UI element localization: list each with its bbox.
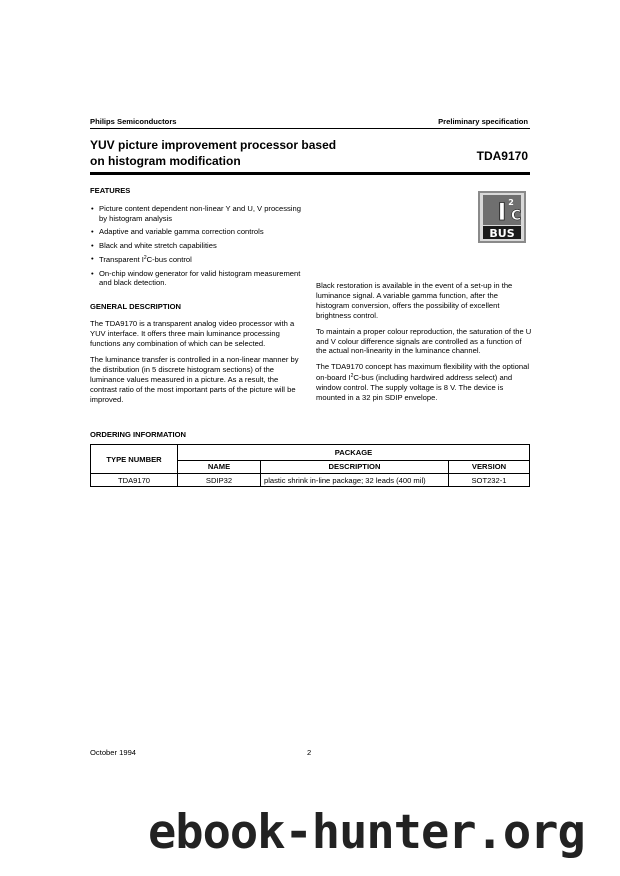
general-paragraph-2: The luminance transfer is controlled in a non-linear manner by the distribution (in 5 discrete histogram sections) of the luminance values measured in a picture. As a result, the contrast ratio of the most important parts of the picture will be improved. — [90, 355, 299, 404]
watermark-text: ebook-hunter.org — [148, 805, 585, 860]
features-heading: FEATURES — [90, 186, 131, 195]
cell-version: SOT232-1 — [449, 474, 530, 487]
right-paragraph-2: To maintain a proper colour reproduction, the saturation of the U and V colour difference signals are controlled as a function of the actual non-linearity in the luminance channel. — [316, 326, 532, 356]
left-column — [90, 186, 306, 411]
ordering-table — [90, 444, 530, 487]
table-row — [91, 474, 530, 487]
header-company: Philips Semiconductors — [90, 117, 177, 126]
feature-item: • On-chip window generator for valid histogram measurement and black detection. — [91, 268, 301, 288]
general-description-heading: GENERAL DESCRIPTION — [90, 302, 181, 312]
title-line-2: on histogram modification — [90, 154, 241, 168]
cell-name: SDIP32 — [178, 474, 261, 487]
col-name: NAME — [178, 460, 261, 473]
feature-item: • Transparent $I^2C$-bus control — [91, 254, 192, 265]
header-spec-status: Preliminary specification — [438, 117, 528, 126]
features-list — [90, 204, 306, 288]
feature-item: • Black and white stretch capabilities — [91, 240, 217, 250]
footer-date: October 1994 — [90, 748, 137, 757]
footer-page-number: 2 — [307, 748, 312, 757]
right-paragraph-3: The TDA9170 concept has maximum flexibility with the optional on-board $I^2C$-bus (including hardwired address select) and window control. The supply voltage is 8 V. The device is mounted in a 32 pin SDIP envelope. — [316, 362, 530, 403]
cell-type: TDA9170 — [91, 474, 178, 487]
col-type-number: TYPE NUMBER — [91, 445, 178, 474]
col-package: PACKAGE — [178, 445, 530, 461]
svg-text:2: 2 — [508, 198, 514, 207]
ordering-heading: ORDERING INFORMATION — [90, 430, 187, 439]
i2c-bus-logo — [478, 191, 526, 243]
cell-description: plastic shrink in-line package; 32 leads (400 mil) — [261, 474, 449, 487]
document-title — [90, 137, 390, 169]
general-paragraph-1: The TDA9170 is a transparent analog video processor with a YUV interface. It offers three main luminance processing functions any combination of which can be selected. — [90, 319, 295, 349]
part-number: TDA9170 — [476, 149, 528, 163]
right-column — [316, 281, 532, 409]
col-version: VERSION — [449, 460, 530, 473]
header-rule — [90, 128, 530, 129]
right-paragraph-1: Black restoration is available in the event of a set-up in the luminance signal. A variable gamma function, after the histogram conversion, offers the possibility of excellent brightness control. — [316, 281, 513, 320]
svg-text:BUS: BUS — [489, 227, 515, 240]
title-rule — [90, 172, 530, 175]
svg-text:C: C — [510, 208, 522, 224]
feature-item: • Adaptive and variable gamma correction controls — [91, 227, 264, 237]
col-description: DESCRIPTION — [261, 460, 449, 473]
svg-text:I: I — [497, 198, 507, 226]
title-line-1: YUV picture improvement processor based — [90, 138, 337, 152]
i2c-bus-logo-icon — [478, 191, 526, 243]
feature-item: • Picture content dependent non-linear Y and U, V processing by histogram analysis — [91, 204, 301, 223]
